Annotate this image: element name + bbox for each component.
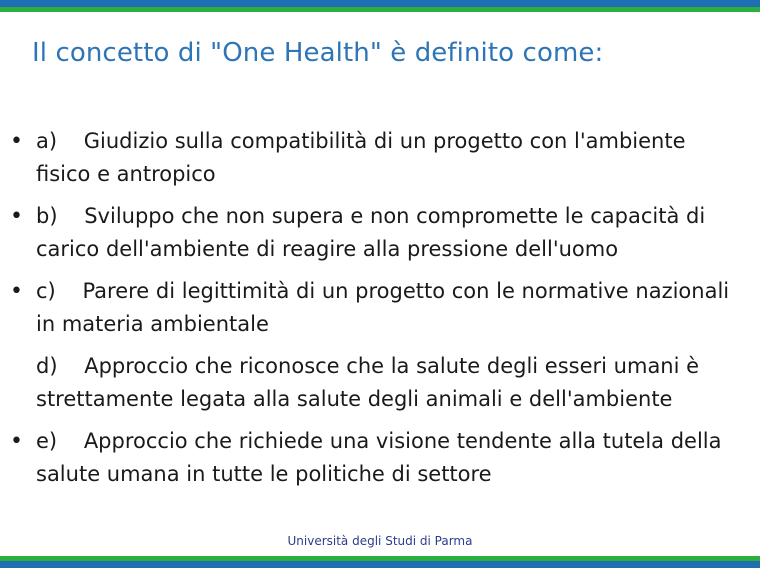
option-e [0,425,760,491]
top-green-stripe [0,7,760,12]
option-a [0,125,760,191]
option-d-text: d) Approccio che riconosce che la salute degli esseri umani è strettamente legata alla salute degli animali e dell'ambiente [36,354,706,411]
bullet-icon: • [10,129,23,154]
top-blue-stripe [0,0,760,7]
bullet-icon: • [10,204,23,229]
bullet-icon: • [10,429,23,454]
option-c [0,275,760,341]
university-footer: Università degli Studi di Parma [287,534,473,548]
bottom-blue-stripe [0,561,760,568]
option-c-text: c) Parere di legittimità di un progetto con le normative nazionali in materia ambientale [36,279,736,336]
bullet-icon: • [10,279,23,304]
option-a-text: a) Giudizio sulla compatibilità di un progetto con l'ambiente fisico e antropico [36,129,693,186]
option-b [0,200,760,266]
option-e-text: e) Approccio che richiede una visione tendente alla tutela della salute umana in tutte le politiche di settore [36,429,729,486]
answer-options-list [0,125,760,500]
slide-title: Il concetto di "One Health" è definito come: [32,38,604,68]
option-d [0,350,760,416]
option-b-text: b) Sviluppo che non supera e non compromette le capacità di carico dell'ambiente di reagire alla pressione dell'uomo [36,204,712,261]
